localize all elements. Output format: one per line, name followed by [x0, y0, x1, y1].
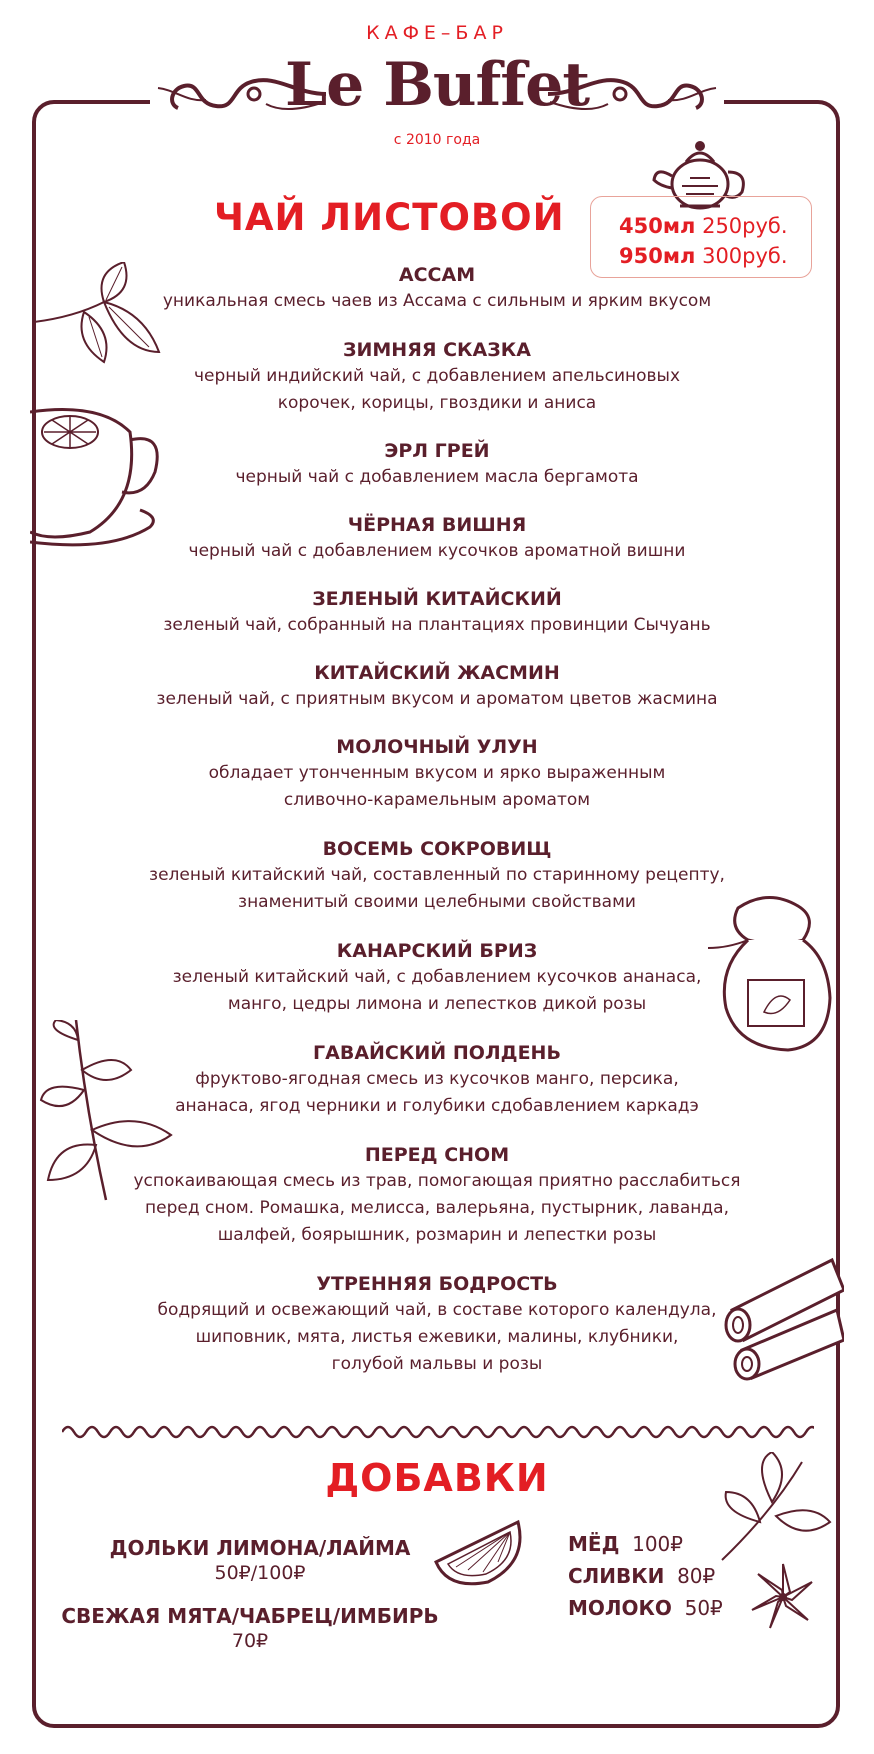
addon-item [568, 1564, 715, 1588]
list-item [100, 512, 774, 565]
item-desc: сливочно-карамельным ароматом [283, 790, 591, 810]
list-item [100, 438, 774, 491]
list-item [100, 337, 774, 417]
item-desc: бодрящий и освежающий чай, в составе которого календула, [157, 1300, 717, 1320]
item-desc: зеленый китайский чай, составленный по старинному рецепту, [149, 865, 725, 885]
addon-item [40, 1604, 460, 1652]
item-desc: черный индийский чай, с добавлением апельсиновых [193, 366, 681, 386]
price-row: 450мл 250руб. [619, 214, 788, 238]
star-anise-icon [748, 1562, 818, 1632]
item-desc: зеленый китайский чай, с добавлением кусочков ананаса, [172, 967, 702, 987]
addon-name: СВЕЖАЯ МЯТА/ЧАБРЕЦ/ИМБИРЬ [61, 1604, 439, 1628]
item-name: ЗИМНЯЯ СКАЗКА [343, 339, 531, 361]
item-desc: черный чай с добавлением масла бергамота [235, 467, 639, 487]
item-desc: манго, цедры лимона и лепестков дикой розы [227, 994, 647, 1014]
item-desc: зеленый чай, с приятным вкусом и ароматом цветов жасмина [156, 689, 718, 709]
tea-list [100, 262, 774, 1378]
addon-item [60, 1536, 460, 1584]
item-name: ЗЕЛЕНЫЙ КИТАЙСКИЙ [312, 588, 562, 610]
item-desc: ананаса, ягод черники и голубики сдобавлением каркадэ [175, 1096, 699, 1116]
wave-divider [62, 1420, 814, 1444]
list-item [100, 262, 774, 315]
mint-branch-icon [36, 1020, 176, 1206]
addon-price: 80₽ [677, 1564, 716, 1588]
item-desc: уникальная смесь чаев из Ассама с сильным и ярким вкусом [162, 291, 712, 311]
addon-item [568, 1532, 683, 1556]
item-desc: черный чай с добавлением кусочков ароматной вишни [188, 541, 686, 561]
addon-price: 100₽ [632, 1532, 684, 1556]
item-desc: шалфей, боярышник, розмарин и лепестки розы [217, 1225, 657, 1245]
item-name: ГАВАЙСКИЙ ПОЛДЕНЬ [313, 1042, 561, 1064]
item-name: МОЛОЧНЫЙ УЛУН [336, 736, 538, 758]
price-row: 950мл 300руб. [619, 244, 788, 268]
addons-section-title: ДОБАВКИ [325, 1456, 549, 1500]
addon-name: СЛИВКИ [568, 1564, 665, 1588]
list-item [100, 660, 774, 713]
list-item [100, 836, 774, 916]
addon-price: 50₽/100₽ [214, 1562, 306, 1584]
item-name: УТРЕННЯЯ БОДРОСТЬ [316, 1273, 558, 1295]
addon-price: 70₽ [231, 1630, 269, 1652]
item-desc: голубой мальвы и розы [331, 1354, 543, 1374]
item-name: КИТАЙСКИЙ ЖАСМИН [314, 662, 560, 684]
item-name: ПЕРЕД СНОМ [364, 1144, 510, 1166]
tea-section-title: ЧАЙ ЛИСТОВОЙ [214, 196, 565, 239]
list-item [100, 1271, 774, 1378]
item-name: ЭРЛ ГРЕЙ [384, 440, 490, 462]
since-label: с 2010 года [393, 132, 481, 148]
cinnamon-icon [712, 1250, 844, 1382]
item-name: ВОСЕМЬ СОКРОВИЩ [322, 838, 552, 860]
item-desc: успокаивающая смесь из трав, помогающая приятно расслабиться [133, 1171, 741, 1191]
item-desc: перед сном. Ромашка, мелисса, валерьяна, пустырник, лаванда, [145, 1198, 729, 1218]
item-desc: знаменитый своими целебными свойствами [238, 892, 636, 912]
addon-name: ДОЛЬКИ ЛИМОНА/ЛАЙМА [109, 1536, 411, 1560]
item-desc: зеленый чай, собранный на плантациях провинции Сычуань [163, 615, 711, 635]
list-item [100, 586, 774, 639]
item-desc: обладает утонченным вкусом и ярко выраженным [208, 763, 666, 783]
cafe-bar-label: КАФЕ–БАР [366, 22, 508, 44]
list-item [100, 1040, 774, 1120]
addon-item [568, 1596, 723, 1620]
addon-name: МЁД [568, 1532, 620, 1556]
addon-price: 50₽ [684, 1596, 723, 1620]
item-name: ЧЁРНАЯ ВИШНЯ [347, 514, 527, 536]
tea-bag-icon [708, 888, 838, 1056]
list-item [100, 734, 774, 814]
item-desc: корочек, корицы, гвоздики и аниса [277, 393, 597, 413]
item-name: КАНАРСКИЙ БРИЗ [336, 940, 538, 962]
list-item [100, 1142, 774, 1249]
item-name: АССАМ [398, 264, 476, 286]
item-desc: фруктово-ягодная смесь из кусочков манго, персика, [195, 1069, 679, 1089]
addon-name: МОЛОКО [568, 1596, 672, 1620]
list-item [100, 938, 774, 1018]
tea-leaf-icon [712, 1452, 832, 1562]
logo: Le Buffet [284, 50, 590, 120]
item-desc: шиповник, мята, листья ежевики, малины, клубники, [195, 1327, 679, 1347]
